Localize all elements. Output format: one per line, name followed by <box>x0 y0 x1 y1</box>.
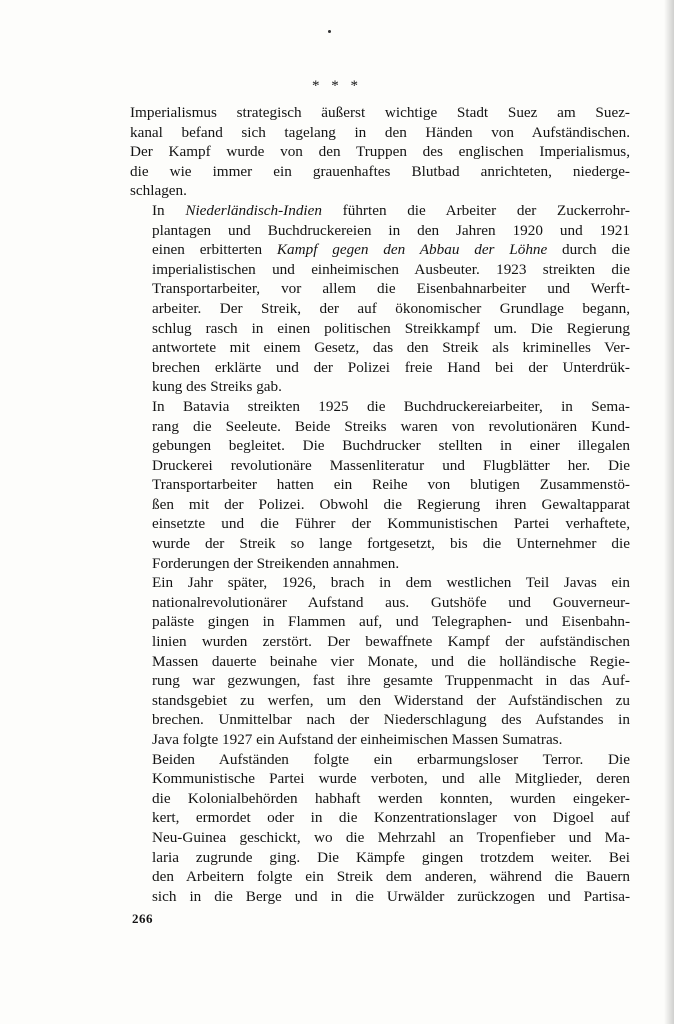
text-line: einen erbitterten Kampf gegen den Abbau der Löhne durch die <box>152 241 630 259</box>
text-line: die wie immer ein grauenhaftes Blutbad anrichteten, niederge- <box>130 162 630 180</box>
text-line: einsetzte und die Führer der Kommunistischen Partei verhaftete, <box>152 515 630 533</box>
body-text <box>130 103 630 906</box>
text-line: Massen dauerte beinahe vier Monate, und die holländische Regie- <box>152 652 630 670</box>
text-line: brechen erklärte und der Polizei freie Hand bei der Unterdrük- <box>152 358 630 376</box>
italic-phrase: Niederländisch-Indien <box>185 201 322 219</box>
text-line: linien wurden zerstört. Der bewaffnete Kampf der aufständischen <box>152 633 630 651</box>
text-line: wurde der Streik so lange fortgesetzt, bis die Unternehmer die <box>152 535 630 553</box>
text-line: brechen. Unmittelbar nach der Niederschlagung des Aufstandes in <box>152 711 630 729</box>
text-line: imperialistischen und einheimischen Ausbeuter. 1923 streikten die <box>152 260 630 278</box>
text-line: In Batavia streikten 1925 die Buchdruckereiarbeiter, in Sema- <box>152 397 630 415</box>
text-line: rung war gezwungen, fast ihre gesamte Truppenmacht in das Auf- <box>152 672 630 690</box>
text-line: Imperialismus strategisch äußerst wichtige Stadt Suez am Suez- <box>130 104 630 121</box>
text-line: Kommunistische Partei wurde verboten, und alle Mitglieder, deren <box>152 770 630 788</box>
text-line: Beiden Aufständen folgte ein erbarmungsloser Terror. Die <box>152 750 630 768</box>
text-line: Forderungen der Streikenden annahmen. <box>152 554 400 572</box>
text-line: laria zugrunde ging. Die Kämpfe gingen trotzdem weiter. Bei <box>152 848 630 866</box>
text-line: Transportarbeiter, vor allem die Eisenbahnarbeiter und Werft- <box>152 280 630 298</box>
text-line: Neu-Guinea geschickt, wo die Mehrzahl an Tropenfieber und Ma- <box>152 828 630 846</box>
text-line: ßen mit der Polizei. Obwohl die Regierung ihren Gewaltapparat <box>152 495 630 513</box>
text-line: plantagen und Buchdruckereien in den Jahren 1920 und 1921 <box>152 221 630 239</box>
paragraph <box>130 750 630 907</box>
text-line: schlug rasch in einen politischen Streikkampf um. Die Regierung <box>152 319 630 337</box>
text-line: die Kolonialbehörden habhaft werden konnten, wurden eingeker- <box>152 789 630 807</box>
text-line: rang die Seeleute. Beide Streiks waren von revolutionären Kund- <box>152 417 630 435</box>
text-line: schlagen. <box>130 182 187 200</box>
text-line: Transportarbeiter hatten ein Reihe von blutigen Zusammenstö- <box>152 476 630 494</box>
section-ornament: * * * <box>312 78 362 94</box>
text-line: den Arbeitern folgte ein Streik dem anderen, während die Bauern <box>152 868 630 886</box>
print-speck <box>328 30 331 33</box>
paragraph <box>130 103 630 201</box>
page-number: 266 <box>132 911 153 926</box>
text-line: arbeiter. Der Streik, der auf ökonomischer Grundlage begann, <box>152 299 630 317</box>
text-line: paläste gingen in Flammen auf, und Telegraphen- und Eisenbahn- <box>152 613 630 631</box>
text-line: nationalrevolutionärer Aufstand aus. Gutshöfe und Gouverneur- <box>152 593 630 611</box>
text-line: gebungen begleitet. Die Buchdrucker stellten in einer illegalen <box>152 437 630 455</box>
text-line: standsgebiet zu werfen, um den Widerstand der Aufständischen zu <box>152 691 630 709</box>
text-line: Druckerei revolutionäre Massenliteratur und Flugblätter her. Die <box>152 456 630 474</box>
italic-phrase: Kampf gegen den Abbau der Löhne <box>276 241 548 259</box>
text-line: Der Kampf wurde von den Truppen des englischen Imperialismus, <box>130 143 630 161</box>
page-edge-shadow <box>664 0 674 1024</box>
text-line: In Niederländisch-Indien führten die Arbeiter der Zuckerrohr- <box>152 201 630 219</box>
paragraph <box>130 397 630 573</box>
text-line: kanal befand sich tagelang in den Händen von Aufständischen. <box>130 123 630 141</box>
text-line: sich in die Berge und in die Urwälder zurückzogen und Partisa- <box>152 887 630 905</box>
text-line: antwortete mit einem Gesetz, das den Streik als kriminelles Ver- <box>152 339 630 357</box>
paragraph <box>130 201 630 397</box>
text-line: Ein Jahr später, 1926, brach in dem westlichen Teil Javas ein <box>152 574 630 592</box>
text-line: kung des Streiks gab. <box>152 378 282 396</box>
paragraph <box>130 573 630 749</box>
text-line: Java folgte 1927 ein Aufstand der einheimischen Massen Sumatras. <box>152 731 563 748</box>
text-line: kert, ermordet oder in die Konzentrationslager von Digoel auf <box>152 809 630 827</box>
